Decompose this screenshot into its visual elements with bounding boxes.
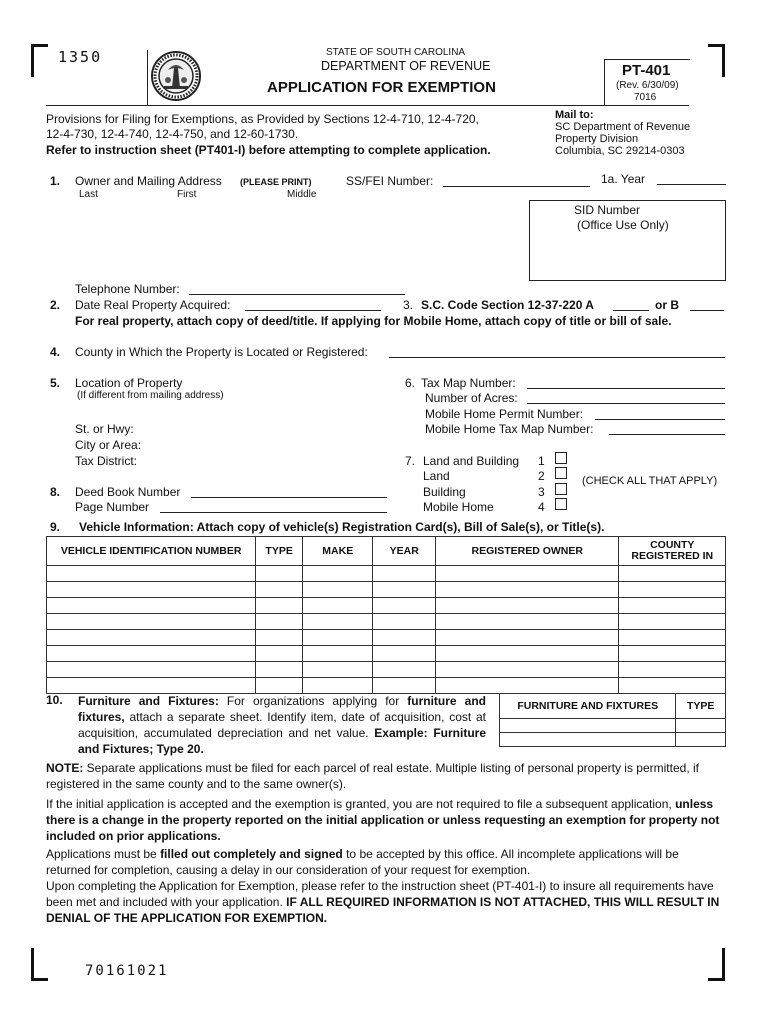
- sc-code-label: S.C. Code Section 12-37-220 A: [421, 298, 594, 312]
- st-hwy-label: St. or Hwy:: [75, 422, 134, 436]
- table-row: [47, 566, 726, 582]
- state-seal-icon: [150, 50, 202, 102]
- table-row: [47, 662, 726, 678]
- table-cell[interactable]: [619, 662, 726, 678]
- table-cell[interactable]: [436, 614, 619, 630]
- note-label: NOTE:: [46, 761, 84, 775]
- table-cell[interactable]: [303, 614, 373, 630]
- deed-book-field[interactable]: [191, 497, 387, 498]
- acres-field[interactable]: [527, 403, 725, 404]
- department-name: DEPARTMENT OF REVENUE: [321, 59, 491, 73]
- ssfei-label: SS/FEI Number:: [346, 174, 434, 188]
- table-cell[interactable]: [303, 646, 373, 662]
- table-cell[interactable]: [303, 582, 373, 598]
- building-checkbox[interactable]: [555, 483, 567, 495]
- vehicle-table: [46, 536, 726, 694]
- table-cell[interactable]: [373, 646, 436, 662]
- furniture-type-header: TYPE: [676, 694, 726, 719]
- mh-tax-map-field[interactable]: [609, 434, 725, 435]
- furniture-text-1: For organizations applying for: [218, 694, 408, 708]
- telephone-label: Telephone Number:: [75, 282, 180, 296]
- vehicle-vin-header: VEHICLE IDENTIFICATION NUMBER: [47, 537, 256, 566]
- state-name: STATE OF SOUTH CAROLINA: [326, 47, 466, 58]
- table-cell[interactable]: [373, 630, 436, 646]
- table-cell[interactable]: [500, 733, 676, 747]
- table-cell[interactable]: [303, 662, 373, 678]
- acres-label: Number of Acres:: [425, 391, 518, 405]
- provisions-line-1: Provisions for Filing for Exemptions, as Provided by Sections 12-4-710, 12-4-720,: [46, 112, 479, 126]
- form-number: PT-401: [622, 62, 671, 79]
- sc-code-or-b: or B: [655, 298, 679, 312]
- vehicle-make-header: MAKE: [303, 537, 373, 566]
- table-cell[interactable]: [619, 646, 726, 662]
- table-cell[interactable]: [619, 614, 726, 630]
- mail-to-line-3: Columbia, SC 29214-0303: [555, 145, 685, 157]
- table-cell[interactable]: [373, 662, 436, 678]
- item-6-number: 6.: [405, 376, 416, 390]
- form-id: 7016: [634, 92, 657, 103]
- item-2-number: 2.: [50, 298, 61, 312]
- sid-office-use: (Office Use Only): [577, 218, 669, 232]
- table-row: [47, 598, 726, 614]
- date-acquired-label: Date Real Property Acquired:: [75, 298, 231, 312]
- page-number-field[interactable]: [160, 512, 387, 513]
- table-cell[interactable]: [500, 719, 676, 733]
- table-cell[interactable]: [619, 630, 726, 646]
- date-acquired-field[interactable]: [245, 310, 381, 311]
- item-1-number: 1.: [50, 174, 61, 188]
- page-title: APPLICATION FOR EXEMPTION: [267, 79, 496, 96]
- sc-code-b-field[interactable]: [690, 310, 724, 311]
- mh-permit-label: Mobile Home Permit Number:: [425, 407, 584, 421]
- corner-mark-bottom-left: [31, 948, 48, 981]
- table-cell[interactable]: [47, 566, 256, 582]
- furniture-bold-2: furniture and fixtures,: [78, 694, 486, 724]
- item-5-number: 5.: [50, 376, 61, 390]
- table-cell[interactable]: [436, 678, 619, 694]
- page-number-label: Page Number: [75, 500, 150, 514]
- table-cell[interactable]: [256, 662, 303, 678]
- location-label: Location of Property: [75, 376, 183, 390]
- last-name-caption: Last: [79, 189, 98, 200]
- complete-application-paragraph: [46, 846, 726, 878]
- item-10-number: 10.: [46, 693, 63, 707]
- vehicle-type-header: TYPE: [256, 537, 303, 566]
- tax-map-field[interactable]: [527, 388, 725, 389]
- table-cell[interactable]: [47, 630, 256, 646]
- table-cell[interactable]: [303, 598, 373, 614]
- table-row: [47, 678, 726, 694]
- table-cell[interactable]: [436, 662, 619, 678]
- item-3-number: 3.: [403, 298, 414, 312]
- deed-book-label: Deed Book Number: [75, 485, 181, 499]
- note-text: Separate applications must be filed for each parcel of real estate. Multiple listing of personal property is permitted, if registered in the same county and to the same owner(s).: [46, 761, 699, 791]
- attach-deed-note: For real property, attach copy of deed/title. If applying for Mobile Home, attach copy of title or bill of sale.: [75, 314, 672, 328]
- subsequent-text: If the initial application is accepted and the exemption is granted, you are not required to file a subsequent application,: [46, 797, 676, 811]
- provisions-instruction: Refer to instruction sheet (PT401-I) before attempting to complete application.: [46, 143, 491, 157]
- corner-mark-top-left: [31, 44, 48, 77]
- form-code-top: 1350: [58, 48, 103, 66]
- land-checkbox[interactable]: [555, 467, 567, 479]
- please-print-note: (PLEASE PRINT): [240, 177, 312, 187]
- item-7-number: 7.: [405, 454, 416, 468]
- table-cell[interactable]: [256, 630, 303, 646]
- table-cell[interactable]: [47, 646, 256, 662]
- table-cell[interactable]: [436, 598, 619, 614]
- furniture-table: [499, 693, 726, 747]
- table-cell[interactable]: [373, 678, 436, 694]
- table-cell[interactable]: [373, 566, 436, 582]
- table-row: [47, 646, 726, 662]
- building-label: Building: [423, 485, 466, 499]
- subsequent-application-paragraph: [46, 796, 726, 844]
- furniture-text-2: attach a separate sheet. Identify item, date of acquisition, cost at acquisition, accumulated depreciation and net value.: [78, 710, 486, 740]
- table-cell[interactable]: [47, 582, 256, 598]
- mail-to-line-2: Property Division: [555, 133, 639, 145]
- tax-map-label: Tax Map Number:: [421, 376, 516, 390]
- instruction-sheet-paragraph: [46, 878, 726, 926]
- instruction-text: Upon completing the Application for Exemption, please refer to the instruction sheet (PT-401-I) to insure all requirements have been met and included with your application.: [46, 879, 714, 909]
- provisions-line-2: 12-4-730, 12-4-740, 12-4-750, and 12-60-1730.: [46, 127, 299, 141]
- furniture-header: FURNITURE AND FIXTURES: [500, 694, 676, 719]
- table-cell[interactable]: [303, 566, 373, 582]
- vehicle-year-header: YEAR: [373, 537, 436, 566]
- table-cell[interactable]: [256, 614, 303, 630]
- option-4-number: 4: [538, 500, 545, 514]
- table-cell[interactable]: [256, 582, 303, 598]
- complete-bold: filled out completely and signed: [160, 847, 343, 861]
- city-area-label: City or Area:: [75, 438, 142, 452]
- note-paragraph: [46, 760, 726, 792]
- table-cell[interactable]: [373, 598, 436, 614]
- subsequent-bold: unless there is a change in the property reported on the initial application or unless requesting an exemption for property not included on prior applications.: [46, 797, 720, 843]
- table-cell[interactable]: [256, 598, 303, 614]
- table-cell[interactable]: [676, 733, 726, 747]
- table-cell[interactable]: [619, 582, 726, 598]
- table-cell[interactable]: [436, 582, 619, 598]
- owner-address-label: Owner and Mailing Address: [75, 174, 222, 188]
- table-cell[interactable]: [47, 678, 256, 694]
- vehicle-info-label: Vehicle Information: Attach copy of vehicle(s) Registration Card(s), Bill of Sale(s), or Title(s).: [79, 520, 605, 534]
- land-label: Land: [423, 469, 450, 483]
- mail-to-label: Mail to:: [555, 109, 594, 121]
- table-row: [47, 614, 726, 630]
- location-sub-caption: (If different from mailing address): [77, 390, 224, 401]
- land-building-checkbox[interactable]: [555, 452, 567, 464]
- table-row: [47, 630, 726, 646]
- vehicle-county-header: COUNTY REGISTERED IN: [619, 537, 726, 566]
- year-field[interactable]: [657, 184, 726, 185]
- tax-district-label: Tax District:: [75, 454, 138, 468]
- mobile-home-label: Mobile Home: [423, 500, 494, 514]
- mobile-home-checkbox[interactable]: [555, 498, 567, 510]
- sid-label: SID Number: [574, 203, 641, 217]
- table-cell[interactable]: [619, 566, 726, 582]
- middle-name-caption: Middle: [287, 189, 317, 200]
- county-label: County in Which the Property is Located or Registered:: [75, 345, 368, 359]
- sc-code-a-field[interactable]: [613, 310, 649, 311]
- form-revision: (Rev. 6/30/09): [616, 80, 679, 91]
- furniture-example: Example: Furniture and Fixtures; Type 20.: [78, 726, 487, 756]
- table-cell[interactable]: [373, 614, 436, 630]
- table-row: [500, 719, 726, 733]
- table-row: [500, 733, 726, 747]
- table-cell[interactable]: [436, 566, 619, 582]
- furniture-title: Furniture and Fixtures:: [78, 694, 219, 708]
- corner-mark-top-right: [708, 44, 725, 77]
- table-cell[interactable]: [619, 678, 726, 694]
- header-left-rule: [147, 50, 148, 106]
- denial-warning: IF ALL REQUIRED INFORMATION IS NOT ATTACHED, THIS WILL RESULT IN DENIAL OF THE APPLICATION FOR EXEMPTION.: [46, 895, 720, 925]
- table-cell[interactable]: [47, 662, 256, 678]
- item-9-number: 9.: [50, 520, 61, 534]
- option-1-number: 1: [538, 454, 545, 468]
- table-cell[interactable]: [256, 678, 303, 694]
- option-2-number: 2: [538, 469, 545, 483]
- mh-tax-map-label: Mobile Home Tax Map Number:: [425, 422, 594, 436]
- complete-text-2: to be accepted by this office. All incomplete applications will be returned for completion, causing a delay in our consideration of your request for exemption.: [46, 847, 679, 877]
- land-building-label: Land and Building: [423, 454, 520, 468]
- table-cell[interactable]: [373, 582, 436, 598]
- option-3-number: 3: [538, 485, 545, 499]
- table-cell[interactable]: [436, 630, 619, 646]
- table-cell[interactable]: [256, 646, 303, 662]
- table-cell[interactable]: [47, 598, 256, 614]
- ssfei-field[interactable]: [443, 186, 590, 187]
- vehicle-owner-header: REGISTERED OWNER: [436, 537, 619, 566]
- header-rule: [46, 105, 689, 106]
- table-cell[interactable]: [436, 646, 619, 662]
- item-8-number: 8.: [50, 485, 61, 499]
- mh-permit-field[interactable]: [595, 419, 725, 420]
- check-all-note: (CHECK ALL THAT APPLY): [582, 475, 718, 487]
- table-cell[interactable]: [303, 678, 373, 694]
- corner-mark-bottom-right: [708, 948, 725, 981]
- table-cell[interactable]: [303, 630, 373, 646]
- furniture-paragraph: [78, 693, 486, 757]
- year-label: 1a. Year: [601, 172, 646, 186]
- table-cell[interactable]: [619, 598, 726, 614]
- table-cell[interactable]: [47, 614, 256, 630]
- county-field[interactable]: [389, 357, 725, 358]
- table-row: [47, 582, 726, 598]
- mail-to-line-1: SC Department of Revenue: [555, 121, 691, 133]
- telephone-field[interactable]: [189, 294, 405, 295]
- complete-text-1: Applications must be: [46, 847, 161, 861]
- table-cell[interactable]: [256, 566, 303, 582]
- form-code-bottom: 70161021: [85, 963, 169, 979]
- item-4-number: 4.: [50, 345, 61, 359]
- table-cell[interactable]: [676, 719, 726, 733]
- first-name-caption: First: [177, 189, 197, 200]
